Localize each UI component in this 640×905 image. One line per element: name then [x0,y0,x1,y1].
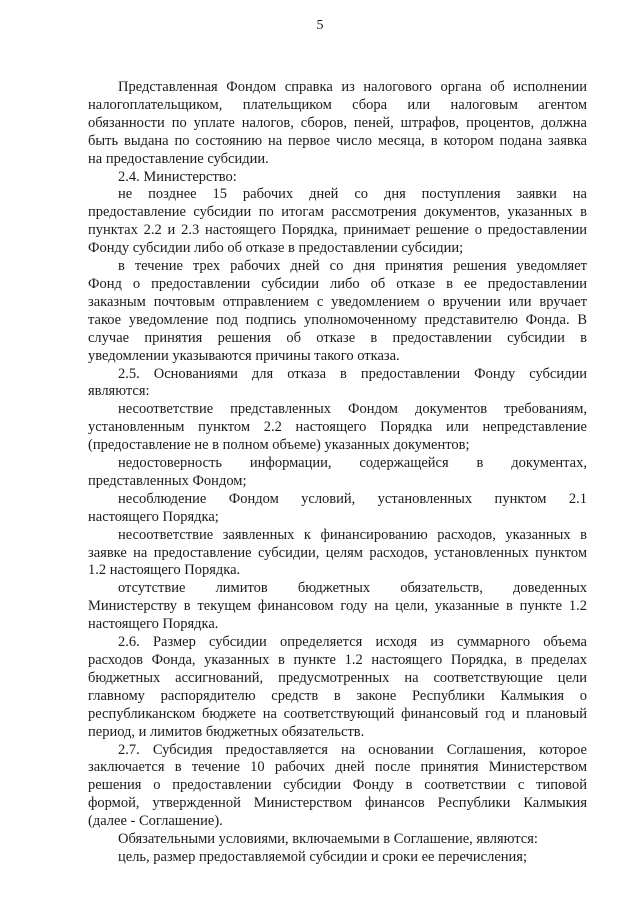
text-line: 2.4. Министерство: [118,168,237,185]
text-line: не позднее 15 рабочих дней со дня поступления заявки на [118,186,587,203]
text-line: несоответствие заявленных к финансированию расходов, указанных в [118,526,587,543]
text-line: период, и лимитов бюджетных обязательств. [88,723,365,740]
text-line: главному распорядителю средств в законе Республики Калмыкия о [88,687,587,704]
text-line: бюджетных ассигнований, предусмотренных на соответствующие цели [88,669,587,686]
paragraph-p-2-5-e [88,580,587,634]
text-line: цель, размер предоставляемой субсидии и сроки ее перечисления; [118,848,527,865]
text-line: такое уведомление под подпись уполномоченному представителю Фонда. В [88,311,587,328]
text-line: настоящего Порядка; [88,508,219,525]
text-line: (далее - Соглашение). [88,813,223,830]
paragraph-p-2-7 [88,742,587,832]
text-line: случае принятия решения об отказе в предоставлении субсидии в [88,329,587,346]
paragraph-p-2-4 [88,169,587,187]
text-line: Министерству в текущем финансовом году на цели, указанные в пункте 1.2 [88,598,587,615]
text-line: решения о предоставлении субсидии Фонду в соответствии с типовой [88,777,587,794]
text-line: 2.7. Субсидия предоставляется на основании Соглашения, которое [118,741,587,758]
text-line: являются: [88,383,150,400]
paragraph-p-2-5-a [88,401,587,455]
text-line: установленным пунктом 2.2 настоящего Порядка или непредставление [88,419,587,436]
text-line: Представленная Фондом справка из налогового органа об исполнении [118,79,587,95]
paragraph-p-conditions [88,831,587,849]
text-line: 2.5. Основаниями для отказа в предоставлении Фонду субсидии [118,365,587,382]
document-body [88,79,587,867]
paragraph-p-certificate [88,79,587,169]
text-line: представленных Фондом; [88,472,247,489]
text-line: Обязательными условиями, включаемыми в Соглашение, являются: [118,831,538,848]
text-line: заявке на предоставление субсидии, целям расходов, установленных пунктом [88,544,587,561]
text-line: заказным почтовым отправлением с уведомлением о вручении или вручает [88,293,587,310]
page-number: 5 [316,18,324,33]
text-line: настоящего Порядка. [88,616,219,633]
paragraph-p-goal [88,849,587,867]
text-line: Фонд о предоставлении субсидии либо об отказе в ее предоставлении [88,275,587,292]
paragraph-p-2-4-a [88,186,587,258]
text-line: Фонду субсидии либо об отказе в предоставлении субсидии; [88,240,464,257]
text-line: обязанности по уплате налогов, сборов, пеней, штрафов, процентов, должна [88,114,587,131]
text-line: отсутствие лимитов бюджетных обязательств, доведенных [118,580,587,597]
text-line: заключается в течение 10 рабочих дней после принятия Министерством [88,759,587,776]
text-line: предоставление субсидии по итогам рассмотрения документов, указанных в [88,204,587,221]
text-line: быть выдана по состоянию на первое число месяца, в котором подана заявка [88,132,587,149]
text-line: (предоставление не в полном объеме) указанных документов; [88,437,470,454]
paragraph-p-2-5-d [88,527,587,581]
paragraph-p-2-6 [88,634,587,741]
paragraph-p-2-5-c [88,491,587,527]
text-line: уведомлении указываются причины такого отказа. [88,347,400,364]
text-line: расходов Фонда, указанных в пункте 1.2 настоящего Порядка, в пределах [88,652,587,668]
text-line: республиканском бюджете на соответствующий финансовый год и плановый [88,705,587,722]
text-line: на предоставление субсидии. [88,150,269,167]
paragraph-p-2-5-b [88,455,587,491]
text-line: несоответствие представленных Фондом документов требованиям, [118,401,587,418]
text-line: 1.2 настоящего Порядка. [88,562,241,579]
text-line: пунктах 2.2 и 2.3 настоящего Порядка, принимает решение о предоставлении [88,222,587,239]
text-line: 2.6. Размер субсидии определяется исходя из суммарного объема [118,634,587,651]
text-line: налогоплательщиком, плательщиком сбора или налоговым агентом [88,96,587,113]
text-line: формой, утвержденной Министерством финансов Республики Калмыкия [88,795,587,812]
text-line: несоблюдение Фондом условий, установленных пунктом 2.1 [118,490,587,507]
paragraph-p-2-5 [88,366,587,402]
text-line: в течение трех рабочих дней со дня принятия решения уведомляет [118,258,587,275]
text-line: недостоверность информации, содержащейся в документах, [118,455,587,472]
paragraph-p-2-4-b [88,258,587,365]
